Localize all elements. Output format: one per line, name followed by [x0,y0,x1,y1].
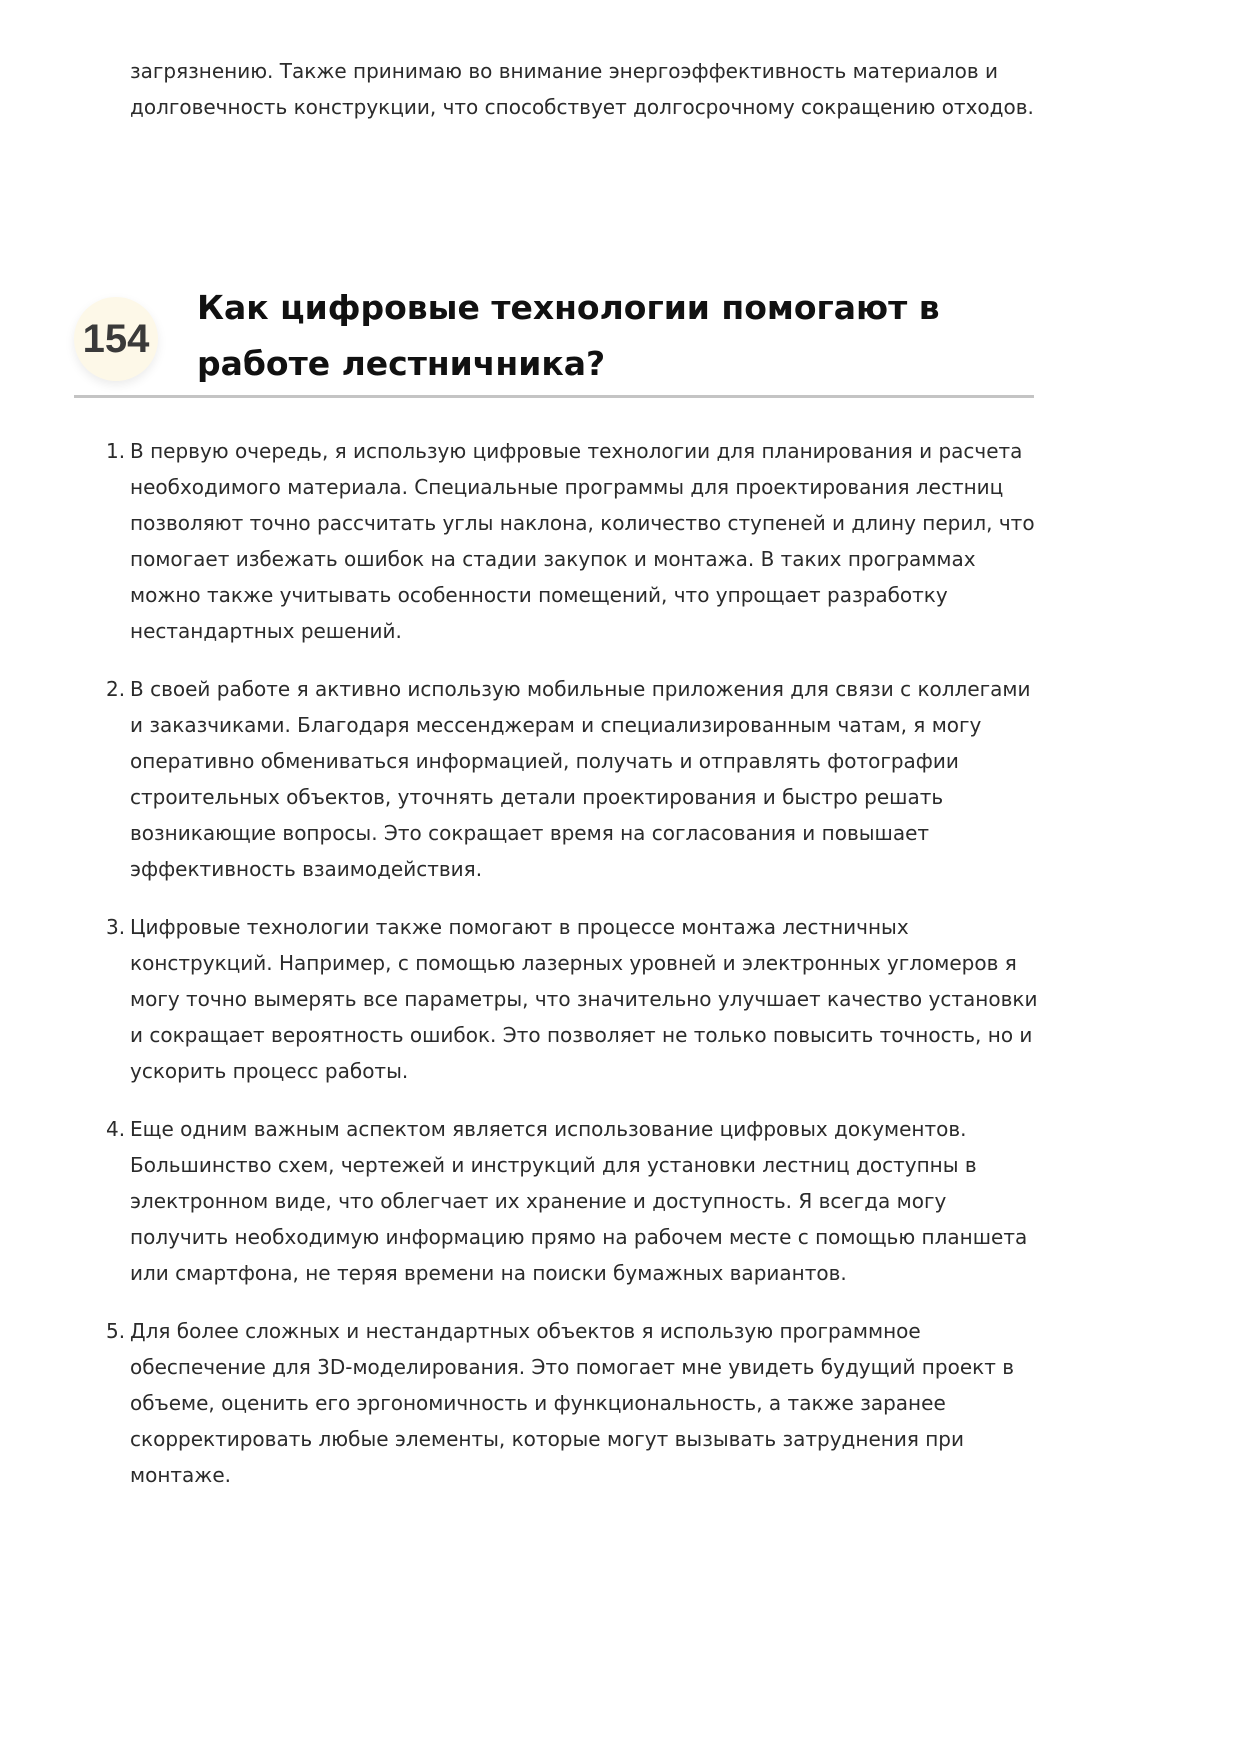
item-text: В первую очередь, я использую цифровые технологии для планирования и расчета необходимого материала. Специальные программы для проектирования лестниц позволяют точно рассчитать углы наклона, количество ступеней и длину перил, что помогает избежать ошибок на стадии закупок и монтажа. В таких программах можно также учитывать особенности помещений, что упрощает разработку нестандартных решений. [130,439,1035,643]
title-divider [74,395,1034,398]
item-text: Еще одним важным аспектом является использование цифровых документов. Большинство схем, чертежей и инструкций для установки лестниц доступны в электронном виде, что облегчает их хранение и доступность. Я всегда могу получить необходимую информацию прямо на рабочем месте с помощью планшета или смартфона, не теряя времени на поиски бумажных вариантов. [130,1117,1028,1285]
item-number: 5. [106,1319,126,1343]
item-text: Цифровые технологии также помогают в процессе монтажа лестничных конструкций. Например, с помощью лазерных уровней и электронных угломеров я могу точно вымерять все параметры, что значительно улучшает качество установки и сокращает вероятность ошибок. Это позволяет не только повысить точность, но и ускорить процесс работы. [130,915,1038,1083]
item-number: 1. [106,439,126,463]
item-number: 2. [106,677,126,701]
list-item [106,1111,1040,1291]
section-title: Как цифровые технологии помогают в работе лестничника? [197,288,940,383]
item-number: 3. [106,915,126,939]
question-number-badge: 154 [74,297,158,381]
list-item [106,671,1040,887]
list-item [106,909,1040,1089]
intro-paragraph: загрязнению. Также принимаю во внимание энергоэффективность материалов и долговечность конструкции, что способствует долгосрочному сокращению отходов. [130,59,1034,119]
item-number: 4. [106,1117,126,1141]
list-item [106,1313,1040,1493]
list-item [106,433,1040,649]
item-text: Для более сложных и нестандартных объектов я использую программное обеспечение для 3D-моделирования. Это помогает мне увидеть будущий проект в объеме, оценить его эргономичность и функциональность, а также заранее скорректировать любые элементы, которые могут вызывать затруднения при монтаже. [130,1319,1014,1487]
answer-list [106,433,1040,1515]
item-text: В своей работе я активно использую мобильные приложения для связи с коллегами и заказчиками. Благодаря мессенджерам и специализированным чатам, я могу оперативно обмениваться информацией, получать и отправлять фотографии строительных объектов, уточнять детали проектирования и быстро решать возникающие вопросы. Это сокращает время на согласования и повышает эффективность взаимодействия. [130,677,1031,881]
